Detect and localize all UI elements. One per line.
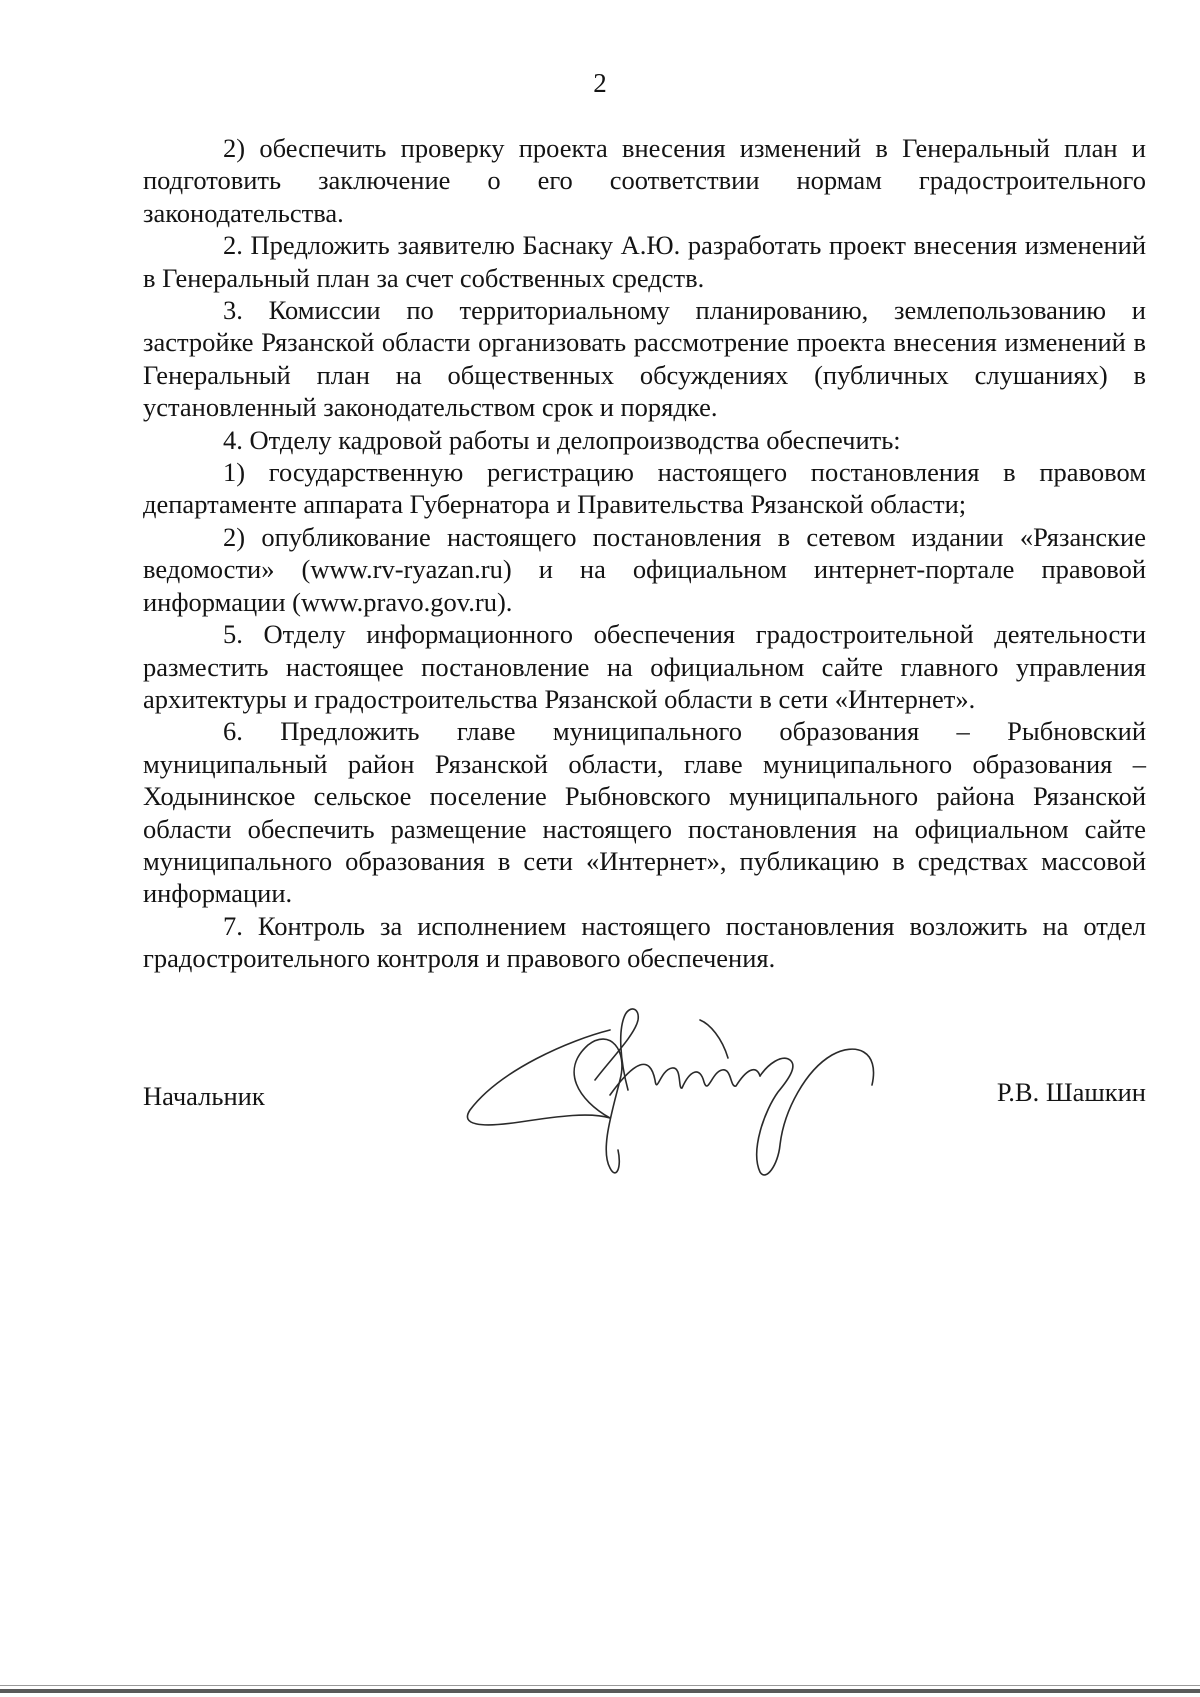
paragraph-7: 7. Контроль за исполнением настоящего постановления возложить на отдел градостроительного контроля и правового обеспечения. xyxy=(143,910,1146,974)
paragraph-5: 5. Отделу информационного обеспечения градостроительной деятельности разместить настоящее постановление на официальном сайте главного управления архитектуры и градостроительства Рязанской области в сети «Интернет». xyxy=(143,619,1146,714)
signatory-title: Начальник xyxy=(143,1081,265,1111)
handwritten-signature xyxy=(460,1000,890,1185)
paragraph-6: 6. Предложить главе муниципального образования – Рыбновский муниципальный район Рязанской области, главе муниципального образования – Ходынинское сельское поселение Рыбновского муниципального района Рязанской области обеспечить размещение настоящего постановления на официальном сайте муниципального образования в сети «Интернет», публикацию в средствах массовой информации. xyxy=(143,716,1146,909)
paragraph-4-1: 1) государственную регистрацию настоящего постановления в правовом департаменте аппарата Губернатора и Правительства Рязанской области; xyxy=(143,457,1146,520)
page-number: 2 xyxy=(593,68,607,98)
paragraph-2: 2. Предложить заявителю Баснаку А.Ю. разработать проект внесения изменений в Генеральный план за счет собственных средств. xyxy=(143,230,1146,293)
page-bottom-border xyxy=(0,1689,1200,1693)
page-edge-line xyxy=(0,1685,1200,1686)
paragraph-3: 3. Комиссии по территориальному планированию, землепользованию и застройке Рязанской области организовать рассмотрение проекта внесения изменений в Генеральный план на общественных обсуждениях (публичных слушаниях) в установленный законодательством срок и порядке. xyxy=(143,295,1146,423)
paragraph-4: 4. Отделу кадровой работы и делопроизводства обеспечить: xyxy=(223,424,901,455)
paragraph-4-2: 2) опубликование настоящего постановления в сетевом издании «Рязанские ведомости» (www.rv-ryazan.ru) и на официальном интернет-портале правовой информации (www.pravo.gov.ru). xyxy=(143,521,1146,617)
paragraph-1-2: 2) обеспечить проверку проекта внесения изменений в Генеральный план и подготовить заключение о его соответствии нормам градостроительного законодательства. xyxy=(143,133,1146,228)
signatory-name: Р.В. Шашкин xyxy=(996,1077,1146,1107)
document-body xyxy=(143,132,1146,975)
